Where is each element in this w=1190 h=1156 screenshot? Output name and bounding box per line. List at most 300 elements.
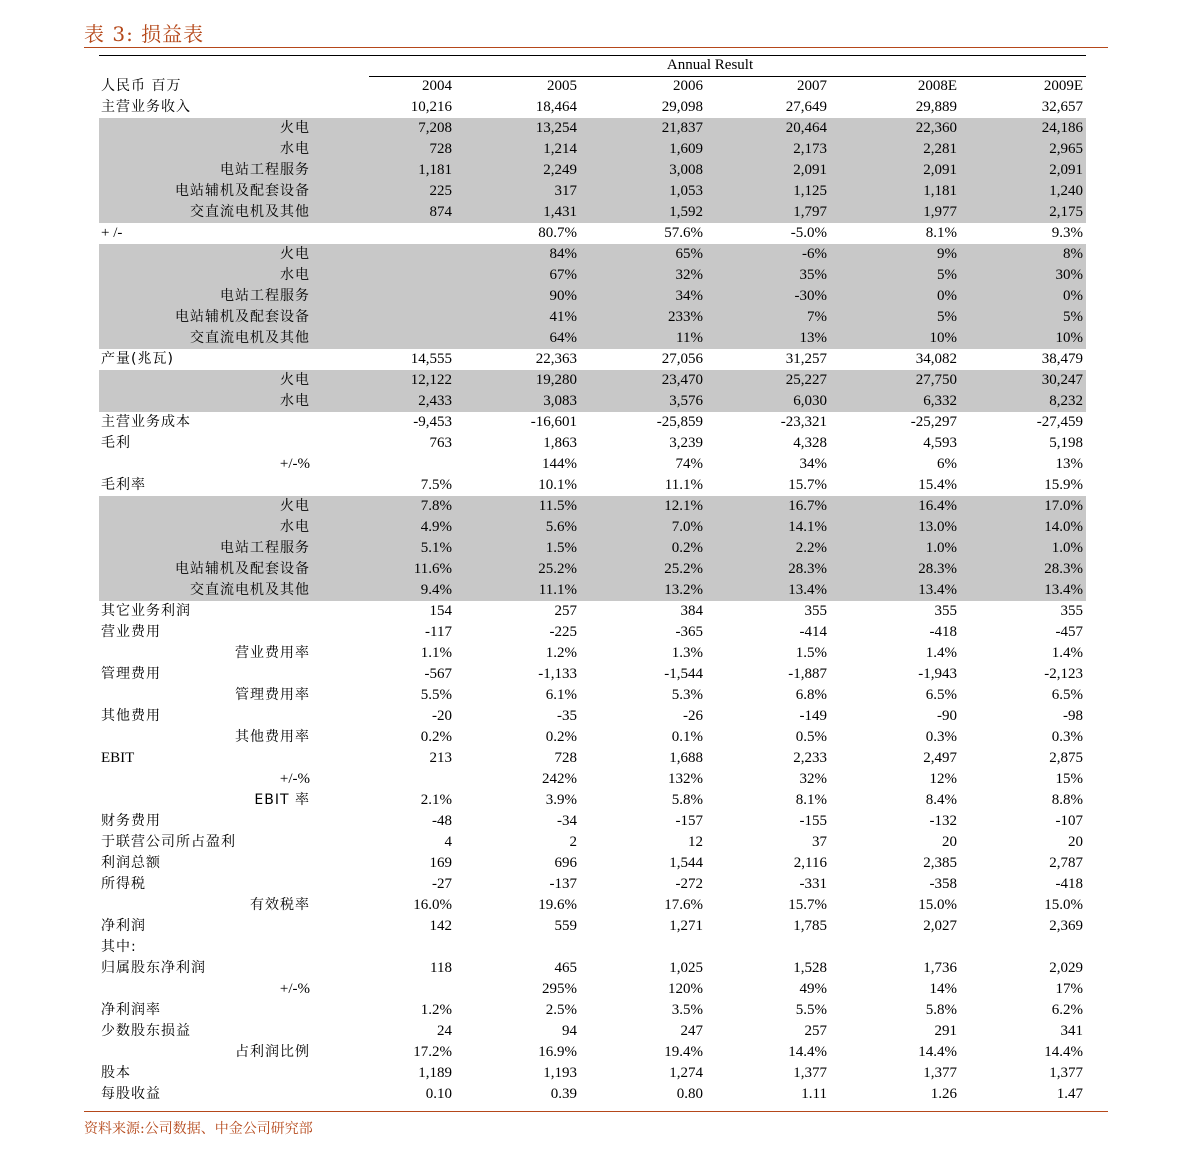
cell-value: 0.3% [925,729,957,745]
cell-value: 2,965 [1049,141,1083,157]
cell-value: -358 [929,876,957,892]
cell-value: 4.9% [420,519,452,535]
table-row [99,685,1086,706]
cell-value: 15.7% [788,897,827,913]
cell-value: 2,281 [923,141,957,157]
cell-value: 1.11 [801,1086,827,1102]
cell-value: -34 [557,813,577,829]
cell-value: 16.9% [538,1044,577,1060]
row-label: 其他费用 [101,708,161,724]
table-row [99,895,1086,916]
header-top-rule [99,55,1086,56]
cell-value: 118 [430,960,452,976]
cell-value: 0.2% [671,540,703,556]
cell-value: 2,091 [1049,162,1083,178]
cell-value: 16.0% [413,897,452,913]
cell-value: 16.4% [918,498,957,514]
unit-label: 人民币 百万 [101,78,182,94]
cell-value: 15.0% [1044,897,1083,913]
cell-value: 11.1% [538,582,577,598]
cell-value: 2,787 [1049,855,1083,871]
row-label: EBIT [101,750,135,766]
row-label: 水电 [280,267,310,283]
table-row [99,475,1086,496]
cell-value: 12% [929,771,957,787]
cell-value: -149 [799,708,827,724]
cell-value: 132% [668,771,703,787]
cell-value: 874 [429,204,452,220]
cell-value: 6.5% [925,687,957,703]
cell-value: 28.3% [1044,561,1083,577]
table-row [99,769,1086,790]
cell-value: 15.9% [1044,477,1083,493]
table-row [99,559,1086,580]
source-note: 资料来源:公司数据、中金公司研究部 [84,1121,313,1137]
row-label: 火电 [280,120,310,136]
cell-value: 257 [554,603,577,619]
cell-value: 1,431 [543,204,577,220]
cell-value: 29,098 [661,99,703,115]
cell-value: 6.5% [1051,687,1083,703]
cell-value: 2,875 [1049,750,1083,766]
cell-value: -157 [675,813,703,829]
cell-value: 1,053 [669,183,703,199]
cell-value: -365 [675,624,703,640]
table-row [99,1063,1086,1084]
cell-value: 1.0% [1051,540,1083,556]
cell-value: -132 [929,813,957,829]
cell-value: 0% [937,288,957,304]
row-label: 所得税 [101,876,146,892]
table-row [99,853,1086,874]
cell-value: 0.2% [420,729,452,745]
cell-value: 11.5% [538,498,577,514]
cell-value: 7,208 [418,120,452,136]
table-row [99,160,1086,181]
table-row [99,790,1086,811]
cell-value: 10.1% [538,477,577,493]
table-row [99,727,1086,748]
cell-value: 1,181 [418,162,452,178]
cell-value: 1.47 [1056,1086,1083,1102]
cell-value: 1,785 [793,918,827,934]
row-label: + /- [101,225,123,241]
cell-value: 21,837 [661,120,703,136]
year-header-2007: 2007 [797,78,827,94]
cell-value: 6,030 [793,393,827,409]
row-label: +/-% [279,981,310,997]
income-statement-table [99,76,1086,1105]
row-label: 火电 [280,372,310,388]
table-row [99,496,1086,517]
cell-value: 213 [429,750,452,766]
cell-value: 4 [444,834,452,850]
row-label: 电站工程服务 [220,540,310,556]
cell-value: 90% [549,288,577,304]
cell-value: 57.6% [664,225,703,241]
cell-value: 30,247 [1041,372,1083,388]
table-body [99,97,1086,1105]
bottom-divider [84,1111,1108,1112]
cell-value: 14.4% [918,1044,957,1060]
table-row [99,1021,1086,1042]
cell-value: 14.4% [1044,1044,1083,1060]
cell-value: 13.0% [918,519,957,535]
row-label: 股本 [101,1065,131,1081]
cell-value: 2,091 [793,162,827,178]
table-row [99,244,1086,265]
cell-value: 291 [934,1023,957,1039]
table-row [99,622,1086,643]
cell-value: 7.8% [420,498,452,514]
cell-value: -90 [937,708,957,724]
cell-value: -272 [675,876,703,892]
row-label: 电站工程服务 [220,162,310,178]
row-label: 火电 [280,246,310,262]
row-label: 水电 [280,519,310,535]
table-row [99,937,1086,958]
cell-value: 1,274 [669,1065,703,1081]
cell-value: 6.1% [545,687,577,703]
cell-value: 7.5% [420,477,452,493]
cell-value: 4,593 [923,435,957,451]
cell-value: 355 [804,603,827,619]
table-row [99,349,1086,370]
row-label: 交直流电机及其他 [190,330,310,346]
row-label: 主营业务成本 [101,414,191,430]
cell-value: -30% [794,288,827,304]
cell-value: -26 [683,708,703,724]
cell-value: 1,377 [1049,1065,1083,1081]
cell-value: 5.6% [545,519,577,535]
table-row [99,517,1086,538]
row-label: 管理费用 [101,666,161,682]
cell-value: 1.3% [671,645,703,661]
table-row [99,916,1086,937]
cell-value: 2,027 [923,918,957,934]
cell-value: 0.80 [676,1086,703,1102]
cell-value: 233% [668,309,703,325]
cell-value: -2,123 [1044,666,1083,682]
cell-value: 5.8% [671,792,703,808]
cell-value: 384 [680,603,703,619]
cell-value: -6% [802,246,827,262]
cell-value: 2.1% [420,792,452,808]
cell-value: 1.4% [925,645,957,661]
cell-value: 0.39 [550,1086,577,1102]
cell-value: 17.0% [1044,498,1083,514]
cell-value: 225 [429,183,452,199]
cell-value: -117 [425,624,452,640]
cell-value: 6.8% [795,687,827,703]
cell-value: 144% [542,456,577,472]
table-row [99,664,1086,685]
cell-value: 1,592 [669,204,703,220]
table-row [99,748,1086,769]
annual-result-label: Annual Result [666,57,754,73]
cell-value: -25,859 [656,414,703,430]
cell-value: 2,175 [1049,204,1083,220]
row-label: 少数股东损益 [101,1023,191,1039]
cell-value: 8.1% [795,792,827,808]
cell-value: 64% [549,330,577,346]
row-label: 占利润比例 [235,1044,310,1060]
cell-value: 1,609 [669,141,703,157]
cell-value: 32,657 [1041,99,1083,115]
cell-value: 13% [1055,456,1083,472]
cell-value: -27 [432,876,452,892]
cell-value: 14.1% [788,519,827,535]
row-label: 电站辅机及配套设备 [175,309,310,325]
cell-value: 12.1% [664,498,703,514]
cell-value: 74% [675,456,703,472]
table-row [99,391,1086,412]
cell-value: -25,297 [910,414,957,430]
cell-value: 6.2% [1051,1002,1083,1018]
cell-value: -457 [1055,624,1083,640]
row-label: 火电 [280,498,310,514]
table-row [99,265,1086,286]
cell-value: 0.10 [425,1086,452,1102]
cell-value: 295% [542,981,577,997]
cell-value: -1,133 [538,666,577,682]
cell-value: 5% [937,309,957,325]
row-label: +/-% [279,771,310,787]
cell-value: 317 [554,183,577,199]
cell-value: 3,008 [669,162,703,178]
table-row [99,97,1086,118]
year-header-2009e: 2009E [1043,78,1083,94]
cell-value: 2,433 [418,393,452,409]
row-label: 每股收益 [101,1086,161,1102]
cell-value: 2,091 [923,162,957,178]
cell-value: -1,544 [664,666,703,682]
cell-value: 1.2% [420,1002,452,1018]
cell-value: 38,479 [1041,351,1083,367]
cell-value: 31,257 [785,351,827,367]
cell-value: -9,453 [413,414,452,430]
cell-value: 84% [549,246,577,262]
row-label: 水电 [280,141,310,157]
cell-value: 5.5% [795,1002,827,1018]
cell-value: -225 [549,624,577,640]
cell-value: 11% [676,330,703,346]
cell-value: 3,083 [543,393,577,409]
cell-value: 1,025 [669,960,703,976]
cell-value: 17% [1055,981,1083,997]
cell-value: 13.4% [1044,582,1083,598]
cell-value: 19.4% [664,1044,703,1060]
cell-value: 32% [799,771,827,787]
cell-value: 7.0% [671,519,703,535]
cell-value: 1,181 [923,183,957,199]
cell-value: 49% [799,981,827,997]
cell-value: 11.1% [664,477,703,493]
cell-value: 8,232 [1049,393,1083,409]
cell-value: 1,736 [923,960,957,976]
cell-value: 355 [1060,603,1083,619]
cell-value: -418 [1055,876,1083,892]
cell-value: 37 [812,834,827,850]
cell-value: 25.2% [538,561,577,577]
year-header-2006: 2006 [673,78,703,94]
cell-value: 32% [675,267,703,283]
cell-value: 5.8% [925,1002,957,1018]
cell-value: 25.2% [664,561,703,577]
cell-value: 28.3% [788,561,827,577]
row-label: 水电 [280,393,310,409]
row-label: 其它业务利润 [101,603,191,619]
cell-value: 24 [437,1023,452,1039]
cell-value: 559 [554,918,577,934]
cell-value: 15.0% [918,897,957,913]
cell-value: -27,459 [1036,414,1083,430]
cell-value: 6,332 [923,393,957,409]
table-row [99,706,1086,727]
table-row [99,874,1086,895]
cell-value: 8.1% [925,225,957,241]
cell-value: 1.5% [795,645,827,661]
cell-value: 0.2% [545,729,577,745]
cell-value: 10% [1055,330,1083,346]
cell-value: 80.7% [538,225,577,241]
table-row [99,181,1086,202]
cell-value: 25,227 [785,372,827,388]
cell-value: 8.8% [1051,792,1083,808]
row-label: 营业费用 [101,624,161,640]
table-row [99,370,1086,391]
table-row [99,412,1086,433]
cell-value: 1,688 [669,750,703,766]
cell-value: 1,125 [793,183,827,199]
cell-value: 10% [929,330,957,346]
cell-value: 6% [937,456,957,472]
table-row [99,601,1086,622]
row-label: EBIT 率 [254,792,310,808]
cell-value: 67% [549,267,577,283]
cell-value: 9.3% [1051,225,1083,241]
cell-value: 5.3% [671,687,703,703]
cell-value: 1.26 [930,1086,957,1102]
table-row [99,979,1086,1000]
table-row [99,202,1086,223]
cell-value: 5% [1063,309,1083,325]
cell-value: 20 [1068,834,1083,850]
cell-value: 142 [429,918,452,934]
header-row [99,76,1086,97]
year-header-2004: 2004 [422,78,452,94]
cell-value: 30% [1055,267,1083,283]
cell-value: 23,470 [661,372,703,388]
table-row [99,580,1086,601]
cell-value: -331 [799,876,827,892]
cell-value: 728 [429,141,452,157]
cell-value: -1,887 [788,666,827,682]
table-row [99,958,1086,979]
cell-value: 7% [807,309,827,325]
table-row [99,433,1086,454]
table-row [99,811,1086,832]
cell-value: -414 [799,624,827,640]
cell-value: -98 [1063,708,1083,724]
cell-value: 13.4% [918,582,957,598]
table-row [99,118,1086,139]
table-row [99,139,1086,160]
cell-value: 16.7% [788,498,827,514]
cell-value: 13.2% [664,582,703,598]
cell-value: 0.5% [795,729,827,745]
cell-value: 1.5% [545,540,577,556]
cell-value: 1,797 [793,204,827,220]
cell-value: 2 [569,834,577,850]
cell-value: 15.4% [918,477,957,493]
row-label: 于联营公司所占盈利 [101,834,236,850]
cell-value: 22,363 [535,351,577,367]
cell-value: 15.7% [788,477,827,493]
cell-value: 763 [429,435,452,451]
cell-value: 1,863 [543,435,577,451]
cell-value: 28.3% [918,561,957,577]
cell-value: 169 [429,855,452,871]
cell-value: 27,056 [661,351,703,367]
cell-value: 34% [799,456,827,472]
cell-value: 1,377 [793,1065,827,1081]
cell-value: 696 [554,855,577,871]
cell-value: 2,369 [1049,918,1083,934]
cell-value: 1,271 [669,918,703,934]
top-divider [84,47,1108,48]
cell-value: 154 [429,603,452,619]
cell-value: -567 [424,666,452,682]
cell-value: -20 [432,708,452,724]
cell-value: -16,601 [530,414,577,430]
cell-value: 2,497 [923,750,957,766]
cell-value: 2,385 [923,855,957,871]
cell-value: 13% [799,330,827,346]
row-label: 有效税率 [250,897,310,913]
row-label: 电站辅机及配套设备 [175,183,310,199]
cell-value: 19.6% [538,897,577,913]
cell-value: 1.2% [545,645,577,661]
cell-value: 18,464 [535,99,577,115]
cell-value: 94 [562,1023,577,1039]
cell-value: 14.0% [1044,519,1083,535]
cell-value: 13,254 [535,120,577,136]
row-label: 电站辅机及配套设备 [175,561,310,577]
table-title: 表 3: 损益表 [84,22,205,46]
cell-value: -107 [1055,813,1083,829]
cell-value: 5% [937,267,957,283]
cell-value: 12 [688,834,703,850]
table-row [99,328,1086,349]
cell-value: 1,240 [1049,183,1083,199]
cell-value: 14,555 [410,351,452,367]
cell-value: 10,216 [410,99,452,115]
cell-value: 1,544 [669,855,703,871]
cell-value: 5.1% [420,540,452,556]
row-label: 其他费用率 [235,729,310,745]
cell-value: 1.0% [925,540,957,556]
table-row [99,307,1086,328]
cell-value: 4,328 [793,435,827,451]
cell-value: 19,280 [535,372,577,388]
cell-value: 3.9% [545,792,577,808]
row-label: 毛利率 [101,477,146,493]
row-label: 交直流电机及其他 [190,582,310,598]
row-label: 其中: [101,939,137,955]
cell-value: 5.5% [420,687,452,703]
cell-value: -23,321 [780,414,827,430]
